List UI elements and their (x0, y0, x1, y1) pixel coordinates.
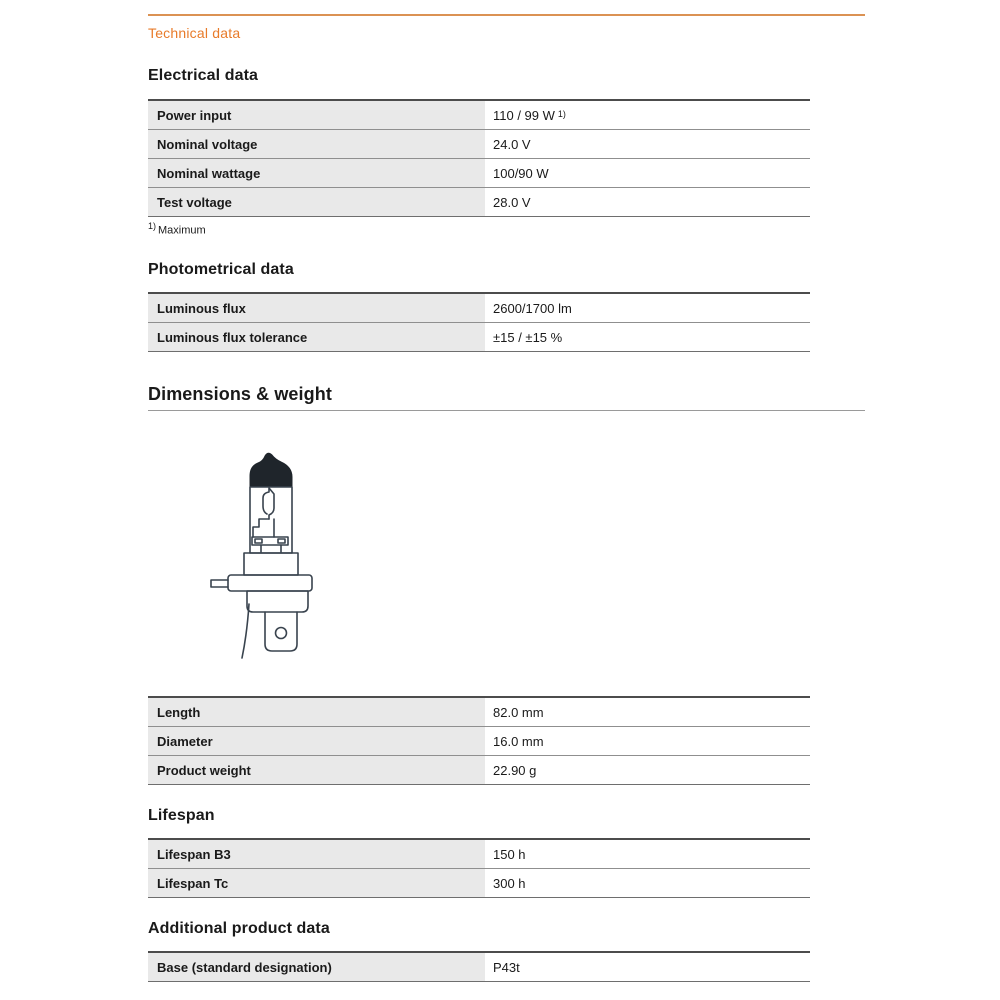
footnote-text: Maximum (158, 224, 206, 237)
section-divider (148, 410, 865, 411)
row-label: Lifespan Tc (148, 869, 485, 897)
footnote-marker: 1) (148, 221, 157, 231)
lifespan-heading: Lifespan (148, 807, 215, 824)
row-value: 110 / 99 W $^{1)}$ (493, 107, 566, 123)
top-accent-divider (148, 14, 865, 16)
row-value: 28.0 V (493, 194, 531, 210)
row-value: ±15 / ±15 % (493, 329, 563, 345)
table-row (148, 727, 810, 756)
additional-product-data-heading: Additional product data (148, 920, 330, 937)
table-row (148, 188, 810, 216)
row-value: 16.0 mm (493, 733, 544, 749)
row-value: 82.0 mm (493, 704, 544, 720)
row-value: 300 h (493, 875, 526, 891)
row-label: Product weight (148, 756, 485, 784)
table-row (148, 756, 810, 784)
row-label: Luminous flux tolerance (148, 323, 485, 351)
table-footnote (148, 221, 206, 237)
row-value: 2600/1700 lm (493, 300, 572, 316)
additional-product-data-table (148, 951, 810, 982)
row-label: Length (148, 698, 485, 726)
h4-halogen-bulb-line-drawing (205, 452, 335, 664)
row-value: 22.90 g (493, 762, 537, 778)
row-value: 100/90 W (493, 165, 549, 181)
table-row (148, 323, 810, 351)
table-row (148, 294, 810, 323)
row-label: Nominal wattage (148, 159, 485, 187)
row-value: 24.0 V (493, 136, 531, 152)
row-label: Lifespan B3 (148, 840, 485, 868)
table-row (148, 159, 810, 188)
bulb-illustration-svg (205, 452, 335, 664)
dimensions-table (148, 696, 810, 785)
table-row (148, 698, 810, 727)
table-row (148, 869, 810, 897)
electrical-data-table (148, 99, 810, 217)
row-label: Base (standard designation) (148, 953, 485, 981)
table-row (148, 840, 810, 869)
tab-technical-data[interactable]: Technical data (148, 25, 241, 41)
table-row (148, 130, 810, 159)
row-label: Test voltage (148, 188, 485, 216)
photometrical-data-heading: Photometrical data (148, 261, 294, 278)
row-label: Diameter (148, 727, 485, 755)
row-label: Luminous flux (148, 294, 485, 322)
lifespan-table (148, 838, 810, 898)
table-row (148, 101, 810, 130)
photometrical-data-table (148, 292, 810, 352)
row-value: 150 h (493, 846, 526, 862)
row-label: Power input (148, 101, 485, 129)
row-value: P43t (493, 959, 520, 975)
value-text: 110 / 99 W (493, 107, 555, 123)
row-label: Nominal voltage (148, 130, 485, 158)
dimensions-weight-heading: Dimensions & weight (148, 384, 332, 404)
table-row (148, 953, 810, 981)
electrical-data-heading: Electrical data (148, 67, 258, 84)
